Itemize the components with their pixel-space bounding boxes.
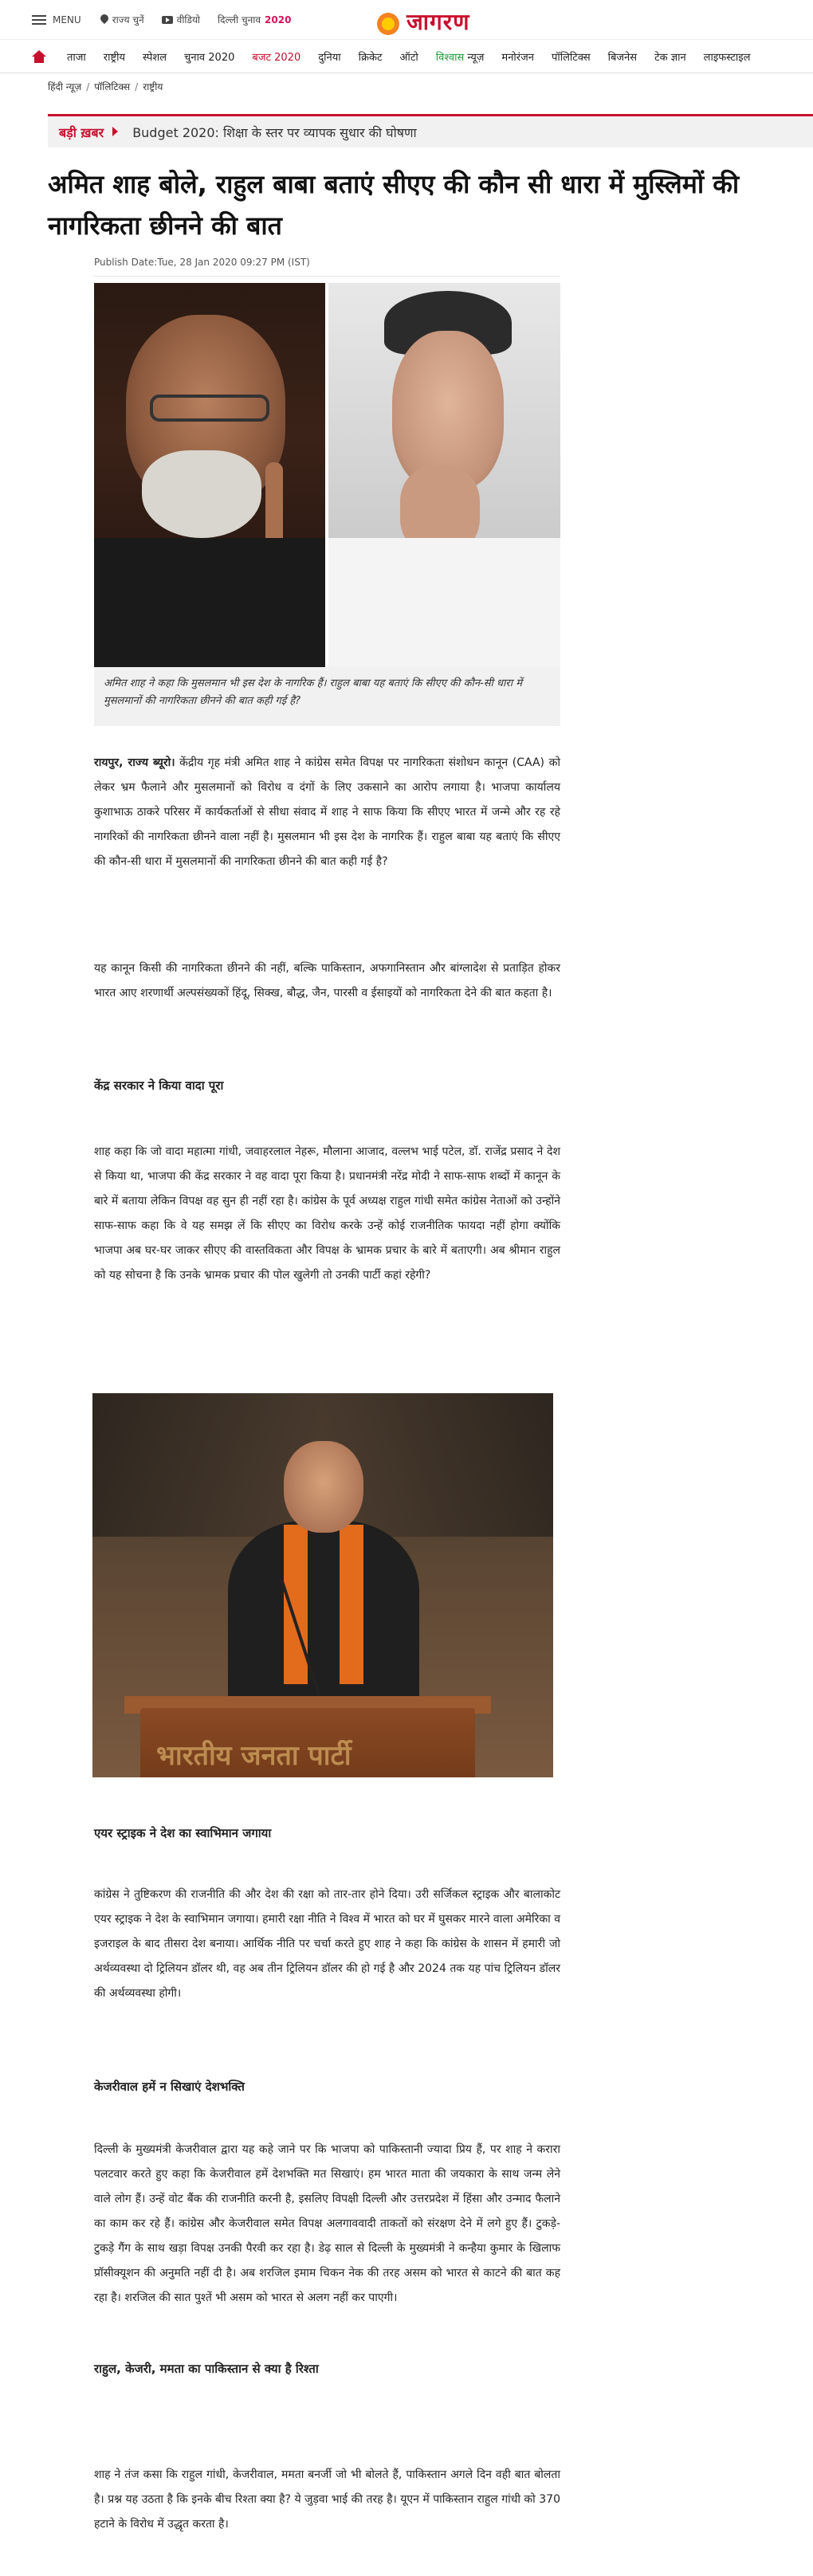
sun-logo-icon bbox=[375, 8, 402, 35]
nav-item-tech[interactable]: टेक ज्ञान bbox=[654, 51, 686, 64]
article-image-rally bbox=[92, 1393, 553, 1777]
nav-item-cricket[interactable]: क्रिकेट bbox=[358, 51, 383, 64]
site-logo[interactable] bbox=[375, 6, 470, 37]
image-caption: अमित शाह ने कहा कि मुसलमान भी इस देश के नागरिक हैं। राहुल बाबा यह बताएं कि सीएए की कौन-सी धारा में मुसलमानों की नागरिकता छीनने की बात कही गई है? bbox=[94, 667, 560, 726]
menu-button[interactable] bbox=[32, 14, 81, 26]
article-paragraph: दिल्ली के मुख्यमंत्री केजरीवाल द्वारा यह कहे जाने पर कि भाजपा को पाकिस्तानी ज्यादा प्रिय हैं, पर शाह ने करारा पलटवार करते हुए कहा कि केजरीवाल हमें देशभक्ति मत सिखाएं। हम भारत माता की जयकारा के साथ जन्म लेने वाले लोग हैं। उन्हें वोट बैंक की राजनीति करनी है, इसलिए विपक्षी दिल्ली और उत्तरप्रदेश में हिंसा और उन्माद फैलाने का काम कर रहे हैं। कांग्रेस और केजरीवाल समेत विपक्ष अलगाववादी ताकतों को संरक्षण देने में लगे हुए हैं। टुकड़े-टुकड़े गैंग के साथ खड़ा विपक्ष उनकी पैरवी कर रहा है। डेढ़ साल से दिल्ली के मुख्यमंत्री ने कन्हैया कुमार के खिलाफ प्रॉसीक्यूशन की अनुमति नहीं दी है। अब शरजिल इमाम चिकन नेक की तरह असम को भारत से काटने की बात कह रहा है। शरजिल की सात पुश्तें भी असम को भारत से अलग नहीं कर पाएगी। bbox=[94, 2143, 560, 2304]
dateline: रायपुर, राज्य ब्यूरो। bbox=[94, 756, 175, 769]
article-subheading: केंद्र सरकार ने किया वादा पूरा bbox=[94, 1078, 224, 1093]
breadcrumb-item[interactable]: राष्ट्रीय bbox=[143, 81, 163, 92]
article-subheading: राहुल, केजरी, ममता का पाकिस्तान से क्या है रिश्ता bbox=[94, 2362, 319, 2376]
photo-rahul-gandhi bbox=[328, 283, 560, 667]
breaking-news-bar[interactable] bbox=[48, 114, 813, 147]
hamburger-icon bbox=[32, 15, 46, 25]
nav-item-auto[interactable]: ऑटो bbox=[399, 51, 418, 64]
publish-date: Publish Date:Tue, 28 Jan 2020 09:27 PM (IST) bbox=[94, 257, 560, 277]
breadcrumb bbox=[0, 73, 813, 97]
election-label: दिल्ली चुनाव bbox=[218, 14, 261, 26]
article-paragraph bbox=[94, 751, 560, 874]
article-subheading: एयर स्ट्राइक ने देश का स्वाभिमान जगाया bbox=[94, 1826, 272, 1840]
nav-item-politics[interactable]: पॉलिटिक्स bbox=[551, 51, 591, 64]
podium-text: भारतीय जनता पार्टी bbox=[156, 1740, 352, 1772]
breadcrumb-item[interactable]: पॉलिटिक्स bbox=[94, 81, 131, 92]
nav-item-manoranjan[interactable]: मनोरंजन bbox=[501, 51, 534, 64]
home-icon[interactable] bbox=[32, 50, 46, 63]
nav-item-budget[interactable]: बजट 2020 bbox=[252, 51, 301, 64]
article-headline: अमित शाह बोले, राहुल बाबा बताएं सीएए की कौन सी धारा में मुस्लिमों की नागरिकता छीनने की बात bbox=[48, 169, 740, 241]
location-label: राज्य चुनें bbox=[112, 14, 144, 26]
breaking-news-label: बड़ी ख़बर bbox=[48, 124, 118, 141]
breadcrumb-separator: / bbox=[86, 81, 90, 92]
breadcrumb-separator: / bbox=[135, 81, 139, 92]
video-link[interactable] bbox=[162, 13, 200, 26]
vishwas-suffix: न्यूज़ bbox=[464, 51, 485, 64]
video-icon bbox=[162, 16, 173, 24]
nav-item-business[interactable]: बिजनेस bbox=[607, 51, 638, 64]
breadcrumb-item[interactable]: हिंदी न्यूज़ bbox=[48, 81, 82, 92]
location-pin-icon bbox=[100, 14, 108, 25]
nav-item-rashtriya[interactable]: राष्ट्रीय bbox=[103, 51, 125, 64]
article-paragraph: शाह ने तंज कसा कि राहुल गांधी, केजरीवाल, ममता बनर्जी जो भी बोलते हैं, पाकिस्तान अगले दिन वही बात बोलता है। प्रश्न यह उठता है कि इनके बीच रिश्ता क्या है? ये जुड़वा भाई की तरह है। यूएन में पाकिस्तान राहुल गांधी को 370 हटाने के विरोध में उद्धृत करता है। bbox=[94, 2468, 560, 2531]
photo-amit-shah bbox=[94, 283, 325, 667]
nav-item-taza[interactable]: ताजा bbox=[67, 51, 86, 64]
article-lead-image bbox=[94, 283, 560, 667]
election-link[interactable] bbox=[218, 13, 291, 26]
nav-item-special[interactable]: स्पेशल bbox=[142, 51, 167, 64]
article-paragraph: शाह कहा कि जो वादा महात्मा गांधी, जवाहरलाल नेहरू, मौलाना आजाद, वल्लभ भाई पटेल, डॉ. राजेंद्र प्रसाद ने देश से किया था, भाजपा की केंद्र सरकार ने वह वादा पूरा किया है। प्रधानमंत्री नरेंद्र मोदी ने साफ-साफ शब्दों में कानून के बारे में बताया लेकिन विपक्ष वह सुन ही नहीं रहा है। कांग्रेस के पूर्व अध्यक्ष राहुल गांधी समेत कांग्रेस नेताओं को उन्होंने साफ-साफ कहा कि वे यह समझ लें कि सीएए का विरोध करके उन्हें कोई राजनीतिक फायदा नहीं होगा क्योंकि भाजपा अब घर-घर जाकर सीएए की वास्तविकता और विपक्ष के भ्रामक प्रचार के बारे में बताएगी। अब श्रीमान राहुल को यह सोचना है कि उनके भ्रामक प्रचार की पोल खुलेगी तो उनकी पार्टी कहां रहेगी? bbox=[94, 1145, 560, 1282]
election-year: 2020 bbox=[265, 14, 292, 26]
breaking-news-text[interactable]: Budget 2020: शिक्षा के स्तर पर व्यापक सुधार की घोषणा bbox=[132, 124, 417, 140]
nav-item-vishwas-news[interactable] bbox=[436, 49, 485, 64]
nav-item-duniya[interactable]: दुनिया bbox=[318, 51, 341, 64]
vishwas-prefix: विश्वास bbox=[435, 51, 465, 64]
article-paragraph: कांग्रेस ने तुष्टिकरण की राजनीति की और देश की रक्षा को तार-तार होने दिया। उरी सर्जिकल स्ट्राइक और बालाकोट एयर स्ट्राइक ने देश के स्वाभिमान जगाया। हमारी रक्षा नीति ने विश्व में भारत को घर में घुसकर मारने वाला अमेरिका व इजराइल के बाद तीसरा देश बनाया। आर्थिक नीति पर चर्चा करते हुए शाह ने कहा कि कांग्रेस के शासन में हमारी जो अर्थव्यवस्था दो ट्रिलियन डॉलर थी, वह अब तीन ट्रिलियन डॉलर की हो गई है और 2024 तक यह पांच ट्रिलियन डॉलर की अर्थव्यवस्था होगी। bbox=[94, 1888, 560, 2000]
location-selector[interactable] bbox=[100, 13, 144, 26]
logo-text: जागरण bbox=[406, 9, 470, 35]
nav-item-chunav[interactable]: चुनाव 2020 bbox=[184, 51, 235, 64]
top-bar bbox=[0, 0, 813, 40]
article-subheading: केजरीवाल हमें न सिखाएं देशभक्ति bbox=[94, 2079, 245, 2094]
nav-item-lifestyle[interactable]: लाइफस्टाइल bbox=[703, 51, 751, 64]
video-label: वीडियो bbox=[176, 14, 201, 26]
paragraph-text: केंद्रीय गृह मंत्री अमित शाह ने कांग्रेस समेत विपक्ष पर नागरिकता संशोधन कानून (CAA) को लेकर भ्रम फैलाने और मुसलमानों को विरोध व दंगों के लिए उकसाने का आरोप लगाया है। भाजपा कार्यालय कुशाभाऊ ठाकरे परिसर में कार्यकर्ताओं से सीधा संवाद में शाह ने साफ किया कि सीएए भारत में जन्मे और रह रहे नागरिकों की नागरिकता छीनने वाला नहीं है। मुसलमान भी इस देश के नागरिक हैं। राहुल बाबा यह बताएं कि सीएए की कौन-सी धारा में मुसलमानों की नागरिकता छीनने की बात कही गई है? bbox=[94, 756, 560, 868]
main-nav bbox=[0, 40, 813, 73]
menu-label: MENU bbox=[53, 14, 81, 26]
article-paragraph: यह कानून किसी की नागरिकता छीनने की नहीं, बल्कि पाकिस्तान, अफगानिस्तान और बांग्लादेश से प्रताड़ित होकर भारत आए शरणार्थी अल्पसंख्यकों हिंदू, सिक्ख, बौद्ध, जैन, पारसी व ईसाइयों को नागरिकता देने की बात कहता है। bbox=[94, 962, 560, 999]
